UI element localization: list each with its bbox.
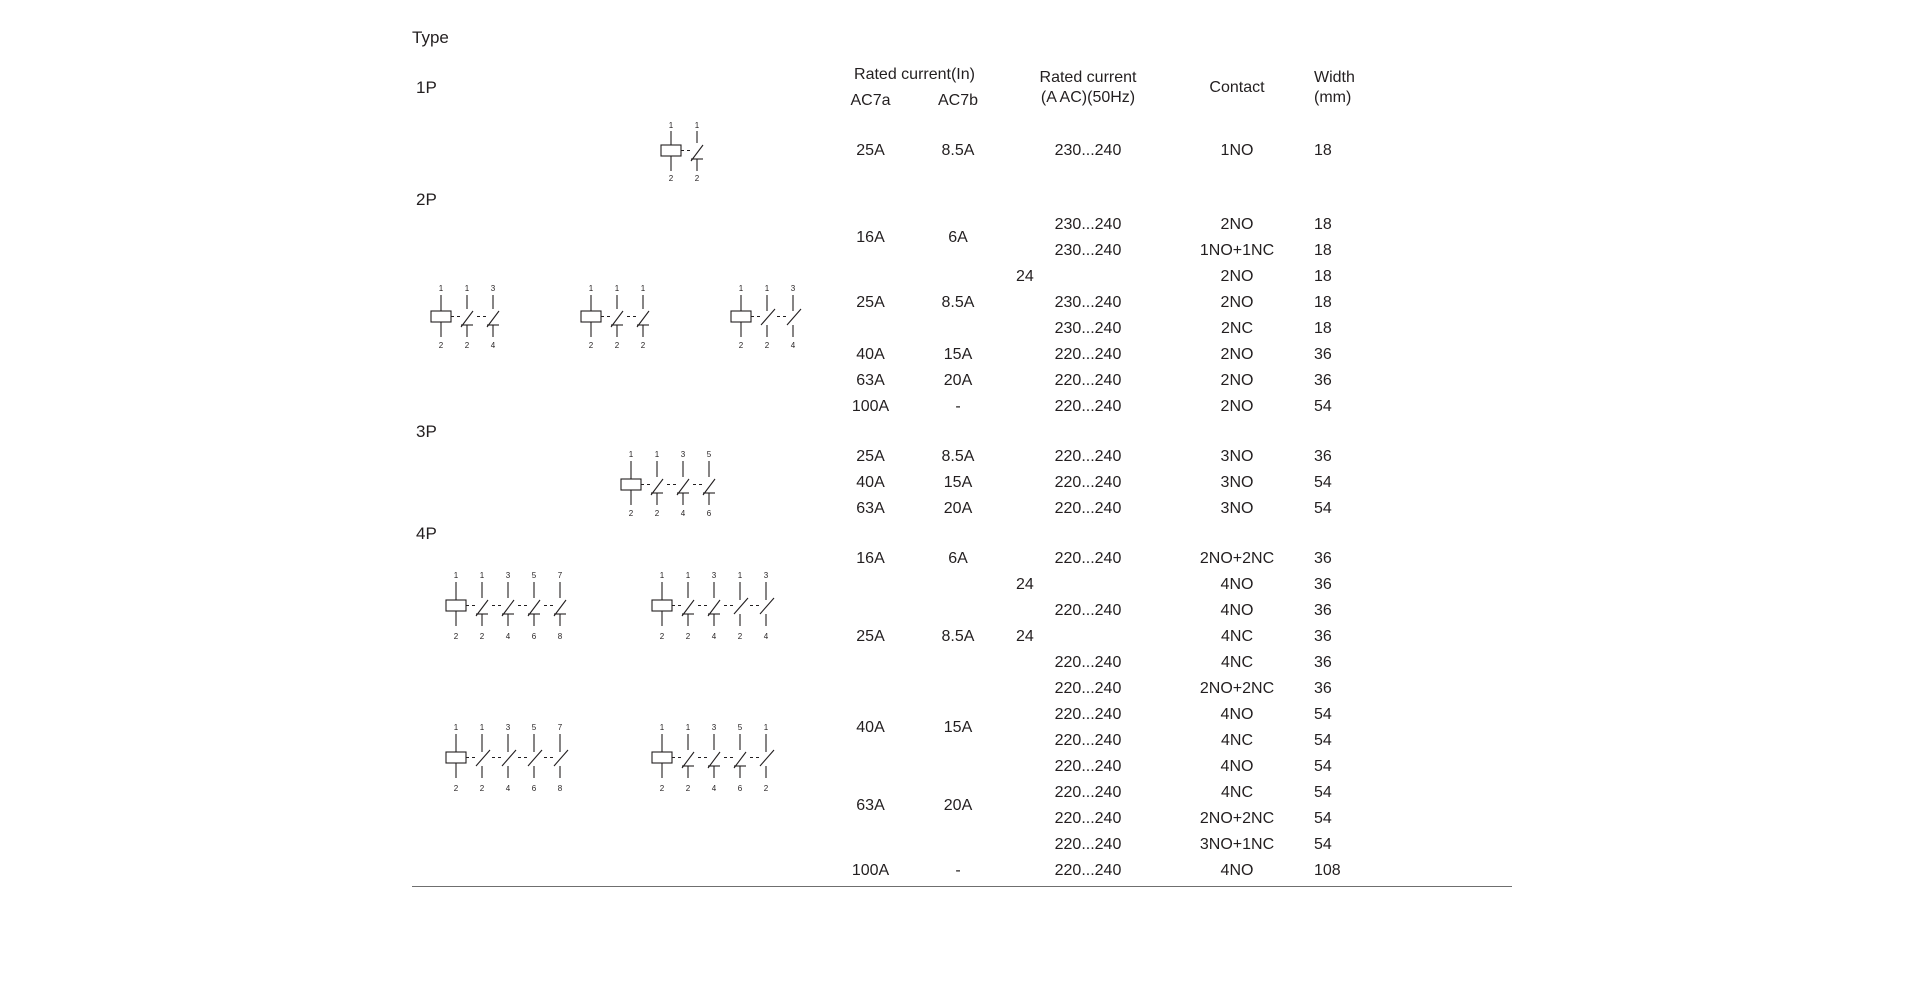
cell-ac7a: 16A — [856, 229, 885, 246]
group-label-3p: 3P — [416, 422, 437, 441]
cell-contact: 3NO — [1220, 448, 1254, 465]
cell-rated-aac: 220...240 — [1054, 758, 1122, 775]
svg-text:5: 5 — [706, 450, 711, 459]
cell-width: 18 — [1314, 242, 1332, 259]
contactor-symbol-2pole-2nc-icon — [715, 281, 825, 351]
wiring-diagram-2p — [412, 281, 827, 351]
svg-text:5: 5 — [531, 723, 537, 732]
cell-rated-aac: 24 — [1016, 628, 1034, 645]
svg-text:1: 1 — [764, 284, 769, 293]
diagram-cell-1p — [412, 114, 827, 188]
cell-contact: 2NO — [1220, 216, 1254, 233]
svg-text:1: 1 — [640, 284, 645, 293]
header-width — [1300, 62, 1512, 114]
contactor-symbol-4pole-4no-icon — [430, 568, 580, 642]
svg-text:3: 3 — [711, 723, 717, 732]
header-rated-current-aac-line1: Rated current — [1039, 69, 1137, 86]
header-ac7b: AC7b — [937, 92, 979, 109]
cell-ac7a: 25A — [856, 142, 885, 159]
contactor-symbol-2pole-variant-icon — [565, 281, 675, 351]
svg-text:2: 2 — [668, 174, 673, 183]
svg-text:2: 2 — [628, 509, 633, 518]
svg-text:1: 1 — [668, 121, 673, 130]
page-title: Type — [412, 28, 449, 47]
svg-text:3: 3 — [790, 284, 795, 293]
svg-text:1: 1 — [763, 723, 769, 732]
svg-text:2: 2 — [453, 784, 459, 793]
svg-text:4: 4 — [763, 632, 769, 641]
table-row — [412, 444, 1512, 470]
svg-text:1: 1 — [685, 571, 691, 580]
svg-text:1: 1 — [479, 723, 485, 732]
table-row — [412, 212, 1512, 238]
svg-text:2: 2 — [764, 341, 769, 350]
header-contact: Contact — [1209, 79, 1265, 96]
cell-ac7b: - — [955, 398, 961, 415]
svg-text:6: 6 — [706, 509, 711, 518]
cell-rated-aac: 220...240 — [1054, 398, 1122, 415]
cell-ac7b: 20A — [943, 797, 973, 814]
svg-text:8: 8 — [557, 784, 563, 793]
cell-rated-aac: 220...240 — [1054, 836, 1122, 853]
svg-text:2: 2 — [438, 341, 443, 350]
cell-ac7b: 20A — [943, 500, 973, 517]
group-label-1p: 1P — [416, 78, 437, 97]
cell-rated-aac: 220...240 — [1054, 862, 1122, 879]
cell-rated-aac: 220...240 — [1054, 680, 1122, 697]
group-spacer-ac7b — [914, 188, 1002, 212]
contactor-symbol-1pole-icon — [645, 119, 725, 183]
svg-text:1: 1 — [588, 284, 593, 293]
cell-width: 54 — [1314, 810, 1332, 827]
header-pole-1p-cell — [412, 62, 827, 114]
cell-rated-aac: 24 — [1016, 576, 1034, 593]
svg-text:4: 4 — [505, 784, 511, 793]
diagram-cell-2p — [412, 212, 827, 420]
cell-rated-aac: 220...240 — [1054, 372, 1122, 389]
cell-width: 36 — [1314, 448, 1332, 465]
svg-text:1: 1 — [654, 450, 659, 459]
svg-text:1: 1 — [685, 723, 691, 732]
cell-rated-aac: 220...240 — [1054, 784, 1122, 801]
cell-ac7a: 40A — [856, 719, 885, 736]
cell-ac7b: - — [955, 862, 961, 879]
cell-width: 18 — [1314, 142, 1332, 159]
svg-text:1: 1 — [738, 284, 743, 293]
cell-width: 36 — [1314, 372, 1332, 389]
table-header-row-1 — [412, 62, 1512, 88]
svg-text:3: 3 — [490, 284, 495, 293]
diagram-cell-4p — [412, 546, 827, 884]
cell-contact: 4NC — [1220, 784, 1253, 801]
svg-text:2: 2 — [614, 341, 619, 350]
group-spacer-ac7b — [914, 420, 1002, 444]
svg-text:1: 1 — [453, 571, 459, 580]
svg-text:2: 2 — [694, 174, 699, 183]
cell-width: 18 — [1314, 216, 1332, 233]
svg-text:5: 5 — [737, 723, 743, 732]
cell-ac7b: 8.5A — [941, 448, 975, 465]
svg-text:2: 2 — [479, 784, 485, 793]
cell-contact: 2NC — [1220, 320, 1253, 337]
wiring-diagram-4p-bottom — [412, 720, 827, 794]
group-spacer-width — [1300, 188, 1512, 212]
cell-ac7a: 16A — [856, 550, 885, 567]
cell-contact: 4NO — [1220, 862, 1254, 879]
diagram-cell-3p — [412, 444, 827, 522]
group-spacer-contact — [1174, 522, 1300, 546]
svg-text:6: 6 — [531, 784, 537, 793]
wiring-diagram-3p — [412, 447, 827, 519]
svg-text:2: 2 — [479, 632, 485, 641]
header-rated-current-in: Rated current(In) — [854, 66, 975, 83]
group-spacer-width — [1300, 522, 1512, 546]
svg-text:2: 2 — [685, 784, 691, 793]
svg-text:7: 7 — [557, 571, 563, 580]
cell-width: 54 — [1314, 706, 1332, 723]
svg-text:1: 1 — [659, 571, 665, 580]
cell-rated-aac: 220...240 — [1054, 474, 1122, 491]
svg-text:2: 2 — [737, 632, 743, 641]
cell-width: 36 — [1314, 576, 1332, 593]
cell-ac7a: 100A — [851, 862, 890, 879]
header-width-line1: Width — [1314, 69, 1355, 86]
specification-table-wrapper — [412, 62, 1512, 887]
cell-ac7a: 63A — [856, 500, 885, 517]
cell-width: 54 — [1314, 474, 1332, 491]
group-spacer-rated — [1002, 420, 1174, 444]
svg-text:8: 8 — [557, 632, 563, 641]
cell-ac7a: 40A — [856, 346, 885, 363]
cell-width: 54 — [1314, 784, 1332, 801]
svg-text:1: 1 — [659, 723, 665, 732]
cell-contact: 2NO+2NC — [1199, 810, 1275, 827]
svg-text:4: 4 — [680, 509, 685, 518]
cell-contact: 4NO — [1220, 576, 1254, 593]
cell-contact: 1NO+1NC — [1199, 242, 1275, 259]
group-header-row-2p — [412, 188, 1512, 212]
group-spacer-ac7a — [827, 522, 914, 546]
cell-rated-aac: 230...240 — [1054, 294, 1122, 311]
header-rated-current-aac — [1002, 62, 1174, 114]
group-spacer-contact — [1174, 188, 1300, 212]
contactor-symbol-2pole-2no-icon — [415, 281, 525, 351]
svg-text:5: 5 — [531, 571, 537, 580]
cell-rated-aac: 220...240 — [1054, 602, 1122, 619]
svg-text:2: 2 — [640, 341, 645, 350]
group-label-cell-4p — [412, 522, 827, 546]
svg-text:4: 4 — [505, 632, 511, 641]
group-spacer-rated — [1002, 188, 1174, 212]
group-spacer-rated — [1002, 522, 1174, 546]
cell-contact: 4NO — [1220, 602, 1254, 619]
svg-text:3: 3 — [505, 571, 511, 580]
svg-text:1: 1 — [694, 121, 699, 130]
cell-rated-aac: 24 — [1016, 268, 1034, 285]
group-label-cell-3p — [412, 420, 827, 444]
cell-rated-aac: 220...240 — [1054, 550, 1122, 567]
svg-text:2: 2 — [453, 632, 459, 641]
cell-ac7b: 20A — [943, 372, 973, 389]
cell-ac7b: 6A — [948, 550, 968, 567]
cell-rated-aac: 220...240 — [1054, 500, 1122, 517]
cell-width: 18 — [1314, 294, 1332, 311]
table-row — [412, 546, 1512, 572]
wiring-diagram-4p-top — [412, 568, 827, 642]
svg-text:2: 2 — [763, 784, 769, 793]
cell-rated-aac: 220...240 — [1054, 654, 1122, 671]
cell-rated-aac: 230...240 — [1054, 142, 1122, 159]
cell-contact: 4NO — [1220, 706, 1254, 723]
cell-width: 54 — [1314, 500, 1332, 517]
cell-rated-aac: 220...240 — [1054, 346, 1122, 363]
group-spacer-contact — [1174, 420, 1300, 444]
cell-contact: 1NO — [1220, 142, 1254, 159]
group-label-2p: 2P — [416, 190, 437, 209]
cell-width: 36 — [1314, 654, 1332, 671]
cell-contact: 3NO+1NC — [1199, 836, 1275, 853]
cell-ac7a: 100A — [851, 398, 890, 415]
group-label-4p: 4P — [416, 524, 437, 543]
cell-contact: 4NC — [1220, 654, 1253, 671]
cell-ac7a: 25A — [856, 628, 885, 645]
group-spacer-ac7a — [827, 188, 914, 212]
cell-contact: 2NO+2NC — [1199, 680, 1275, 697]
cell-rated-aac: 230...240 — [1054, 242, 1122, 259]
cell-width: 54 — [1314, 398, 1332, 415]
group-spacer-ac7b — [914, 522, 1002, 546]
contactor-symbol-4pole-2no2nc-icon — [636, 568, 786, 642]
cell-ac7b: 15A — [943, 474, 973, 491]
cell-ac7b: 8.5A — [941, 294, 975, 311]
group-spacer-width — [1300, 420, 1512, 444]
svg-text:1: 1 — [614, 284, 619, 293]
svg-text:3: 3 — [680, 450, 685, 459]
contactor-symbol-4pole-4nc-icon — [430, 720, 580, 794]
group-spacer-ac7a — [827, 420, 914, 444]
cell-ac7b: 6A — [948, 229, 968, 246]
svg-text:1: 1 — [628, 450, 633, 459]
cell-rated-aac: 220...240 — [1054, 810, 1122, 827]
cell-contact: 2NO — [1220, 268, 1254, 285]
cell-width: 36 — [1314, 550, 1332, 567]
cell-rated-aac: 220...240 — [1054, 706, 1122, 723]
cell-width: 36 — [1314, 346, 1332, 363]
wiring-diagram-1p — [412, 119, 827, 183]
svg-text:1: 1 — [438, 284, 443, 293]
cell-contact: 4NC — [1220, 628, 1253, 645]
svg-text:4: 4 — [490, 341, 495, 350]
specification-table — [412, 62, 1512, 887]
svg-text:4: 4 — [711, 632, 717, 641]
cell-width: 54 — [1314, 732, 1332, 749]
cell-width: 36 — [1314, 628, 1332, 645]
cell-rated-aac: 230...240 — [1054, 320, 1122, 337]
svg-text:2: 2 — [588, 341, 593, 350]
cell-ac7a: 63A — [856, 372, 885, 389]
svg-text:4: 4 — [790, 341, 795, 350]
cell-width: 36 — [1314, 680, 1332, 697]
svg-text:1: 1 — [453, 723, 459, 732]
header-ac7a: AC7a — [850, 92, 891, 109]
table-bottom-rule-row — [412, 884, 1512, 887]
cell-width: 18 — [1314, 320, 1332, 337]
svg-text:3: 3 — [711, 571, 717, 580]
cell-rated-aac: 230...240 — [1054, 216, 1122, 233]
svg-text:2: 2 — [464, 341, 469, 350]
cell-contact: 2NO — [1220, 372, 1254, 389]
cell-width: 108 — [1314, 862, 1341, 879]
cell-width: 54 — [1314, 836, 1332, 853]
cell-contact: 2NO+2NC — [1199, 550, 1275, 567]
group-label-cell-2p — [412, 188, 827, 212]
cell-ac7a: 40A — [856, 474, 885, 491]
svg-text:2: 2 — [685, 632, 691, 641]
cell-width: 36 — [1314, 602, 1332, 619]
svg-text:1: 1 — [464, 284, 469, 293]
svg-text:7: 7 — [557, 723, 563, 732]
cell-ac7a: 63A — [856, 797, 885, 814]
cell-contact: 4NO — [1220, 758, 1254, 775]
svg-text:4: 4 — [711, 784, 717, 793]
svg-text:1: 1 — [479, 571, 485, 580]
table-bottom-rule — [412, 884, 1512, 887]
cell-rated-aac: 220...240 — [1054, 448, 1122, 465]
cell-ac7a: 25A — [856, 448, 885, 465]
cell-contact: 2NO — [1220, 346, 1254, 363]
cell-width: 54 — [1314, 758, 1332, 775]
cell-contact: 2NO — [1220, 294, 1254, 311]
cell-contact: 4NC — [1220, 732, 1253, 749]
svg-text:6: 6 — [737, 784, 743, 793]
svg-text:3: 3 — [763, 571, 769, 580]
svg-text:2: 2 — [659, 632, 665, 641]
cell-contact: 3NO — [1220, 500, 1254, 517]
cell-width: 18 — [1314, 268, 1332, 285]
group-header-row-4p — [412, 522, 1512, 546]
cell-contact: 3NO — [1220, 474, 1254, 491]
svg-text:2: 2 — [654, 509, 659, 518]
cell-ac7b: 15A — [943, 719, 973, 736]
cell-ac7b: 8.5A — [941, 142, 975, 159]
header-width-line2: (mm) — [1314, 89, 1352, 106]
cell-ac7b: 15A — [943, 346, 973, 363]
svg-text:1: 1 — [737, 571, 743, 580]
svg-text:2: 2 — [738, 341, 743, 350]
svg-text:2: 2 — [659, 784, 665, 793]
svg-text:3: 3 — [505, 723, 511, 732]
header-rated-current-aac-line2: (A AC)(50Hz) — [1040, 89, 1136, 106]
cell-rated-aac: 220...240 — [1054, 732, 1122, 749]
cell-contact: 2NO — [1220, 398, 1254, 415]
cell-ac7b: 8.5A — [941, 628, 975, 645]
contactor-symbol-4pole-3no1nc-icon — [636, 720, 786, 794]
group-header-row-3p — [412, 420, 1512, 444]
table-row — [412, 114, 1512, 188]
contactor-symbol-3pole-3no-icon — [605, 447, 745, 519]
cell-ac7a: 25A — [856, 294, 885, 311]
svg-text:6: 6 — [531, 632, 537, 641]
